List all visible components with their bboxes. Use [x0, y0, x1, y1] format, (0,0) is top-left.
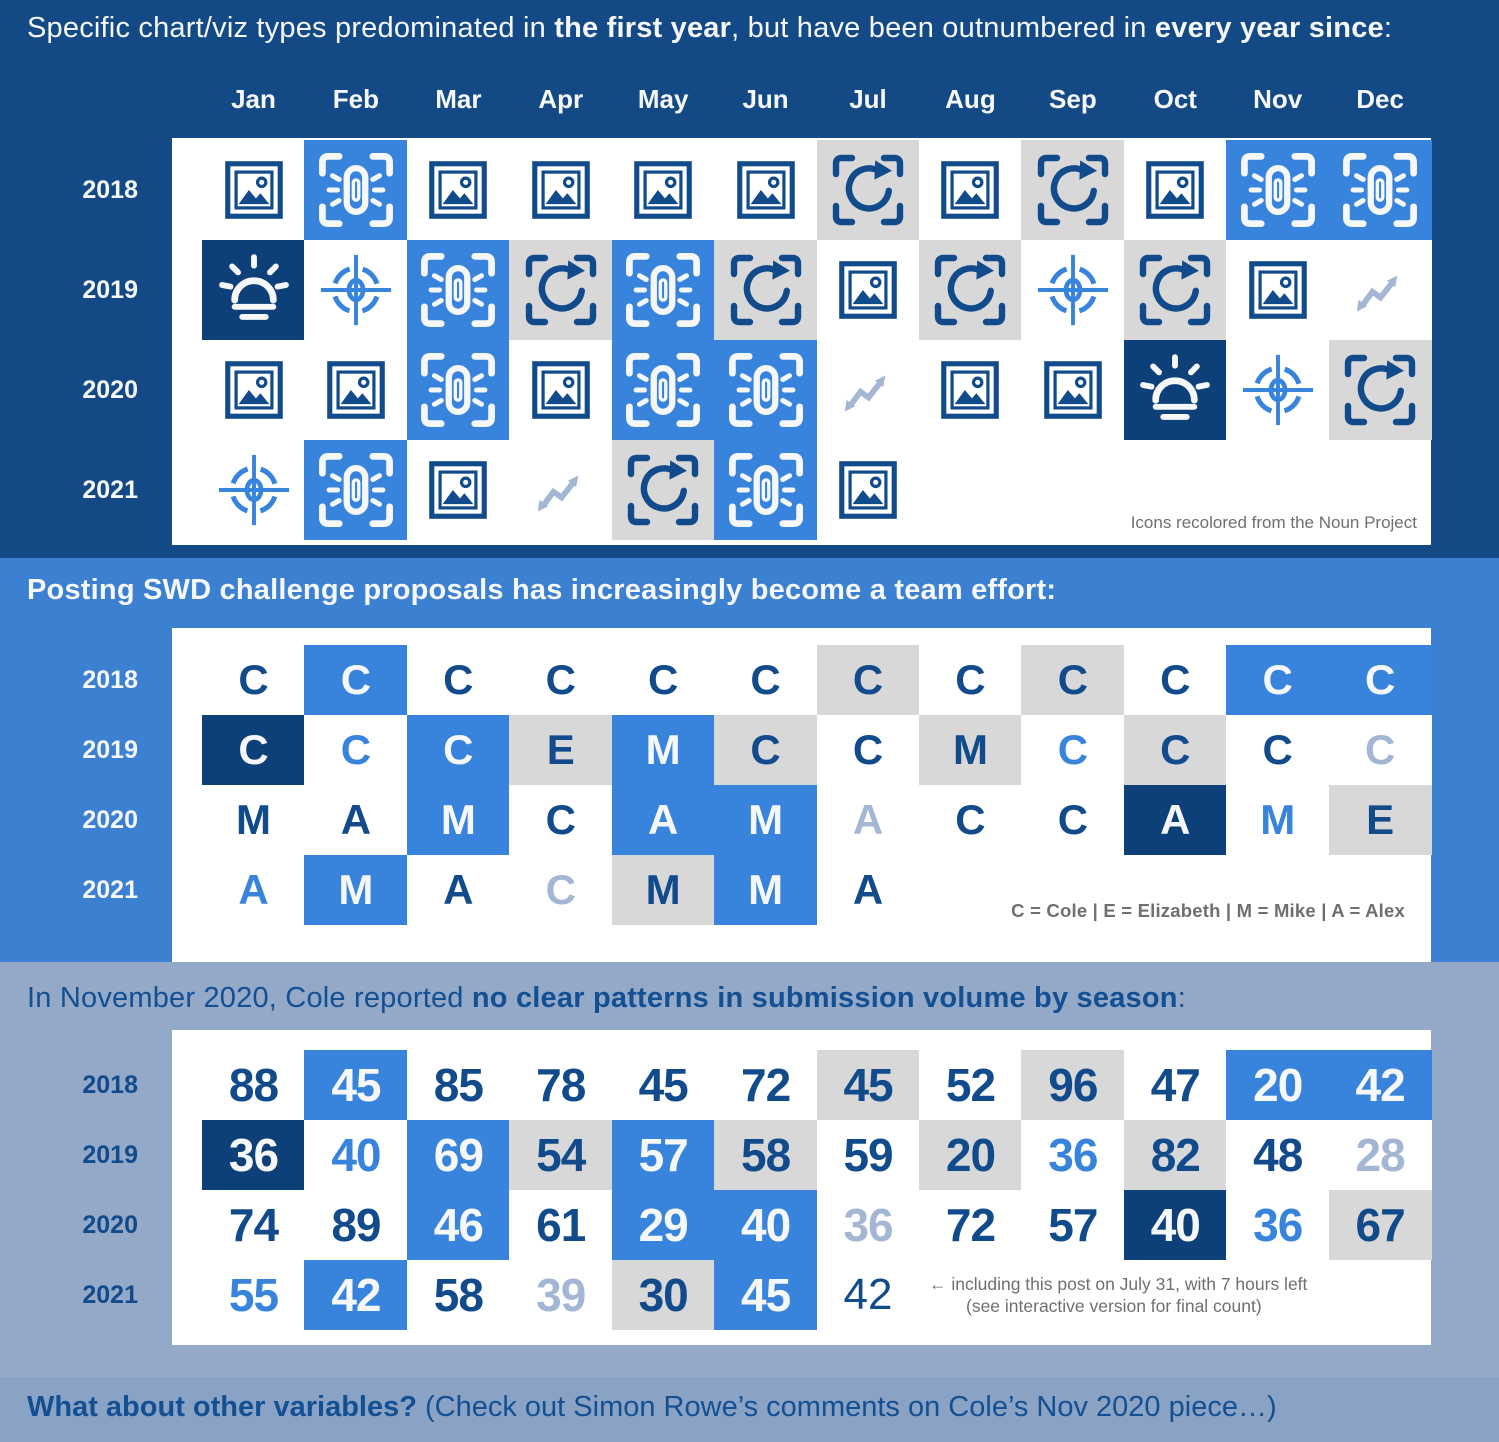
- letter-cell-2018-dec: C: [1329, 645, 1432, 715]
- picture-icon: [1041, 358, 1105, 422]
- number-cell-2019-jul: 59: [817, 1120, 920, 1190]
- target-icon: [215, 451, 293, 529]
- month-label-dec: Dec: [1356, 84, 1404, 114]
- number-cell-2018-jun: 72: [714, 1050, 817, 1120]
- letter-cell-2021-apr: C: [509, 855, 612, 925]
- number-cell-2019-apr: 54: [509, 1120, 612, 1190]
- author-legend: C = Cole | E = Elizabeth | M = Mike | A = Alex: [1011, 900, 1405, 921]
- number-cell-2020-jun: 40: [714, 1190, 817, 1260]
- footer-band: [0, 1377, 1499, 1442]
- number-cell-2019-may: 57: [612, 1120, 715, 1190]
- letter-cell-2020-jan: M: [202, 785, 305, 855]
- number-cell-2019-oct: 82: [1124, 1120, 1227, 1190]
- number-cell-2019-jun: 58: [714, 1120, 817, 1190]
- icon-cell-2020-mar: [407, 340, 510, 440]
- number-cell-2020-sep: 57: [1021, 1190, 1124, 1260]
- letter-cell-2020-oct: A: [1124, 785, 1227, 855]
- icon-cell-2018-may: [612, 140, 715, 240]
- letter-cell-2020-jun: M: [714, 785, 817, 855]
- letter-cell-2020-aug: C: [919, 785, 1022, 855]
- letter-cell-2019-aug: M: [919, 715, 1022, 785]
- link-icon: [314, 148, 398, 232]
- refresh-icon: [726, 250, 806, 330]
- section-volume: [0, 962, 1499, 1377]
- year-label-2018: 2018: [82, 666, 138, 694]
- month-label-mar: Mar: [435, 84, 482, 114]
- picture-icon: [529, 158, 593, 222]
- number-cell-2018-jan: 88: [202, 1050, 305, 1120]
- icon-cell-2018-mar: [407, 140, 510, 240]
- icon-cell-2019-may: [612, 240, 715, 340]
- refresh-icon: [930, 250, 1010, 330]
- month-label-may: May: [637, 84, 689, 114]
- refresh-icon: [828, 150, 908, 230]
- icon-credit-note: Icons recolored from the Noun Project: [1130, 513, 1417, 532]
- refresh-icon: [1033, 150, 1113, 230]
- footer-text: [27, 1391, 1277, 1424]
- icon-cell-2021-may: [612, 440, 715, 540]
- number-cell-2019-nov: 48: [1226, 1120, 1329, 1190]
- icon-cell-2020-dec: [1329, 340, 1432, 440]
- number-cell-2018-feb: 45: [304, 1050, 407, 1120]
- letter-cell-2019-mar: C: [407, 715, 510, 785]
- link-icon: [416, 348, 500, 432]
- letter-cell-2018-may: C: [612, 645, 715, 715]
- number-cell-2021-jun: 45: [714, 1260, 817, 1330]
- letter-cell-2018-apr: C: [509, 645, 612, 715]
- letter-cell-2018-mar: C: [407, 645, 510, 715]
- letter-cell-2021-mar: A: [407, 855, 510, 925]
- icon-cell-2019-apr: [509, 240, 612, 340]
- number-cell-2020-oct: 40: [1124, 1190, 1227, 1260]
- picture-icon: [324, 358, 388, 422]
- year-label-2020: 2020: [82, 376, 138, 404]
- number-cell-2018-nov: 20: [1226, 1050, 1329, 1120]
- section1-title-pre: Specific chart/viz types predominated in: [27, 12, 555, 44]
- viz-types-grid-panel: [172, 138, 1431, 545]
- number-cell-2021-may: 30: [612, 1260, 715, 1330]
- icon-cell-2019-jul: [817, 240, 920, 340]
- icon-cell-2018-aug: [919, 140, 1022, 240]
- sunrise-icon: [212, 248, 296, 332]
- icon-cell-2021-feb: [304, 440, 407, 540]
- icon-cell-2019-aug: [919, 240, 1022, 340]
- letter-cell-2020-dec: E: [1329, 785, 1432, 855]
- letter-cell-2020-may: A: [612, 785, 715, 855]
- number-cell-2021-jul: 42: [817, 1260, 920, 1330]
- footer-bold: What about other variables?: [27, 1391, 417, 1423]
- section-viz-types: [0, 0, 1499, 558]
- icon-cell-2019-sep: [1021, 240, 1124, 340]
- letter-cell-2020-feb: A: [304, 785, 407, 855]
- section-authors: [0, 558, 1499, 962]
- number-cell-2019-mar: 69: [407, 1120, 510, 1190]
- letter-cell-2021-may: M: [612, 855, 715, 925]
- icon-cell-2020-aug: [919, 340, 1022, 440]
- number-cell-2021-apr: 39: [509, 1260, 612, 1330]
- month-label-jul: Jul: [849, 84, 887, 114]
- section1-title-mid: , but have been outnumbered in: [731, 12, 1155, 44]
- picture-icon: [222, 358, 286, 422]
- number-cell-2019-feb: 40: [304, 1120, 407, 1190]
- year-label-2018: 2018: [82, 1071, 138, 1099]
- link-icon: [416, 248, 500, 332]
- number-cell-2018-may: 45: [612, 1050, 715, 1120]
- year-label-2021: 2021: [82, 876, 138, 904]
- letter-cell-2018-feb: C: [304, 645, 407, 715]
- letter-cell-2018-sep: C: [1021, 645, 1124, 715]
- link-icon: [724, 348, 808, 432]
- letter-cell-2018-aug: C: [919, 645, 1022, 715]
- number-cell-2019-aug: 20: [919, 1120, 1022, 1190]
- picture-icon: [938, 358, 1002, 422]
- month-label-aug: Aug: [945, 84, 996, 114]
- number-cell-2018-mar: 85: [407, 1050, 510, 1120]
- letter-cell-2018-oct: C: [1124, 645, 1227, 715]
- link-icon: [724, 448, 808, 532]
- link-icon: [314, 448, 398, 532]
- section3-title: [27, 982, 1186, 1015]
- section3-title-end: :: [1177, 982, 1186, 1014]
- icon-cell-2018-jun: [714, 140, 817, 240]
- footer-rest: (Check out Simon Rowe’s comments on Cole’s Nov 2020 piece…): [416, 1391, 1277, 1423]
- letter-cell-2019-feb: C: [304, 715, 407, 785]
- number-cell-2020-apr: 61: [509, 1190, 612, 1260]
- icon-cell-2019-mar: [407, 240, 510, 340]
- year-label-2021: 2021: [82, 476, 138, 504]
- trend-icon: [532, 461, 590, 519]
- link-icon: [1236, 148, 1320, 232]
- icon-cell-2018-dec: [1329, 140, 1432, 240]
- letter-cell-2020-mar: M: [407, 785, 510, 855]
- month-label-sep: Sep: [1049, 84, 1097, 114]
- number-cell-2018-sep: 96: [1021, 1050, 1124, 1120]
- picture-icon: [426, 158, 490, 222]
- number-cell-2020-jul: 36: [817, 1190, 920, 1260]
- letter-cell-2019-dec: C: [1329, 715, 1432, 785]
- letter-cell-2020-jul: A: [817, 785, 920, 855]
- section1-title: [27, 12, 1392, 45]
- picture-icon: [1246, 258, 1310, 322]
- letter-cell-2018-jan: C: [202, 645, 305, 715]
- refresh-icon: [1135, 250, 1215, 330]
- month-label-oct: Oct: [1153, 84, 1197, 114]
- month-label-jan: Jan: [231, 84, 276, 114]
- number-cell-2021-feb: 42: [304, 1260, 407, 1330]
- number-cell-2019-dec: 28: [1329, 1120, 1432, 1190]
- year-label-2018: 2018: [82, 176, 138, 204]
- icon-cell-2020-nov: [1226, 340, 1329, 440]
- letter-cell-2019-may: M: [612, 715, 715, 785]
- target-icon: [317, 251, 395, 329]
- letter-cell-2020-sep: C: [1021, 785, 1124, 855]
- picture-icon: [734, 158, 798, 222]
- link-icon: [621, 348, 705, 432]
- icon-cell-2020-oct: [1124, 340, 1227, 440]
- letter-cell-2020-nov: M: [1226, 785, 1329, 855]
- icon-cell-2019-oct: [1124, 240, 1227, 340]
- letter-cell-2021-jul: A: [817, 855, 920, 925]
- letter-cell-2018-jul: C: [817, 645, 920, 715]
- letter-cell-2019-jun: C: [714, 715, 817, 785]
- month-label-nov: Nov: [1253, 84, 1303, 114]
- year-label-2019: 2019: [82, 1141, 138, 1169]
- july-2021-annotation: [929, 1273, 1307, 1317]
- icon-cell-2019-jan: [202, 240, 305, 340]
- target-icon: [1239, 351, 1317, 429]
- number-cell-2018-oct: 47: [1124, 1050, 1227, 1120]
- refresh-icon: [623, 450, 703, 530]
- icon-cell-2019-feb: [304, 240, 407, 340]
- annotation-line-1: ← including this post on July 31, with 7 hours left: [929, 1274, 1308, 1294]
- year-label-2020: 2020: [82, 806, 138, 834]
- month-label-jun: Jun: [742, 84, 789, 114]
- sunrise-icon: [1133, 348, 1217, 432]
- section2-title: Posting SWD challenge proposals has increasingly become a team effort:: [27, 574, 1057, 606]
- letter-cell-2019-apr: E: [509, 715, 612, 785]
- picture-icon: [938, 158, 1002, 222]
- year-label-2019: 2019: [82, 276, 138, 304]
- month-label-apr: Apr: [538, 84, 584, 114]
- letter-cell-2018-jun: C: [714, 645, 817, 715]
- icon-cell-2020-feb: [304, 340, 407, 440]
- month-label-feb: Feb: [332, 84, 380, 114]
- authors-grid-panel: [172, 628, 1431, 962]
- icon-cell-2018-jan: [202, 140, 305, 240]
- icon-cell-2019-jun: [714, 240, 817, 340]
- icon-cell-2018-sep: [1021, 140, 1124, 240]
- icon-cell-2018-oct: [1124, 140, 1227, 240]
- icon-cell-2021-apr: [509, 440, 612, 540]
- picture-icon: [836, 258, 900, 322]
- icon-cell-2021-jul: [817, 440, 920, 540]
- picture-icon: [836, 458, 900, 522]
- letter-cell-2019-oct: C: [1124, 715, 1227, 785]
- annotation-line-2: (see interactive version for final count): [966, 1296, 1262, 1316]
- icon-cell-2018-nov: [1226, 140, 1329, 240]
- letter-cell-2018-nov: C: [1226, 645, 1329, 715]
- icon-cell-2021-jan: [202, 440, 305, 540]
- number-cell-2018-apr: 78: [509, 1050, 612, 1120]
- section1-title-bold2: every year since: [1154, 12, 1384, 44]
- number-cell-2020-jan: 74: [202, 1190, 305, 1260]
- letter-cell-2021-feb: M: [304, 855, 407, 925]
- icon-cell-2020-jan: [202, 340, 305, 440]
- trend-icon: [839, 361, 897, 419]
- icon-cell-2018-jul: [817, 140, 920, 240]
- number-cell-2020-aug: 72: [919, 1190, 1022, 1260]
- picture-icon: [1143, 158, 1207, 222]
- trend-icon: [1351, 261, 1409, 319]
- icon-cell-2018-apr: [509, 140, 612, 240]
- picture-icon: [426, 458, 490, 522]
- icon-cell-2020-jun: [714, 340, 817, 440]
- number-cell-2018-aug: 52: [919, 1050, 1022, 1120]
- letter-cell-2019-jan: C: [202, 715, 305, 785]
- icon-cell-2021-mar: [407, 440, 510, 540]
- icon-cell-2020-jul: [817, 340, 920, 440]
- year-label-2020: 2020: [82, 1211, 138, 1239]
- icon-cell-2019-dec: [1329, 240, 1432, 340]
- year-label-2019: 2019: [82, 736, 138, 764]
- icon-cell-2020-may: [612, 340, 715, 440]
- icon-cell-2020-apr: [509, 340, 612, 440]
- number-cell-2021-mar: 58: [407, 1260, 510, 1330]
- picture-icon: [529, 358, 593, 422]
- year-label-2021: 2021: [82, 1281, 138, 1309]
- number-cell-2020-feb: 89: [304, 1190, 407, 1260]
- number-cell-2018-jul: 45: [817, 1050, 920, 1120]
- target-icon: [1034, 251, 1112, 329]
- link-icon: [1338, 148, 1422, 232]
- letter-cell-2019-jul: C: [817, 715, 920, 785]
- picture-icon: [631, 158, 695, 222]
- letter-cell-2021-jan: A: [202, 855, 305, 925]
- refresh-icon: [521, 250, 601, 330]
- number-cell-2020-nov: 36: [1226, 1190, 1329, 1260]
- letter-cell-2020-apr: C: [509, 785, 612, 855]
- number-cell-2020-mar: 46: [407, 1190, 510, 1260]
- number-cell-2019-sep: 36: [1021, 1120, 1124, 1190]
- icon-cell-2018-feb: [304, 140, 407, 240]
- number-cell-2021-jan: 55: [202, 1260, 305, 1330]
- number-cell-2019-jan: 36: [202, 1120, 305, 1190]
- number-cell-2020-may: 29: [612, 1190, 715, 1260]
- section1-title-end: :: [1383, 12, 1393, 44]
- letter-cell-2019-sep: C: [1021, 715, 1124, 785]
- section3-title-bold: no clear patterns in submission volume by season: [471, 982, 1178, 1014]
- section1-title-bold1: the first year: [554, 12, 732, 44]
- icon-cell-2020-sep: [1021, 340, 1124, 440]
- number-cell-2018-dec: 42: [1329, 1050, 1432, 1120]
- number-cell-2020-dec: 67: [1329, 1190, 1432, 1260]
- icon-cell-2019-nov: [1226, 240, 1329, 340]
- refresh-icon: [1340, 350, 1420, 430]
- letter-cell-2019-nov: C: [1226, 715, 1329, 785]
- link-icon: [621, 248, 705, 332]
- volume-grid-panel: [172, 1030, 1431, 1345]
- letter-cell-2021-jun: M: [714, 855, 817, 925]
- picture-icon: [222, 158, 286, 222]
- section3-title-pre: In November 2020, Cole reported: [27, 982, 472, 1014]
- icon-cell-2021-jun: [714, 440, 817, 540]
